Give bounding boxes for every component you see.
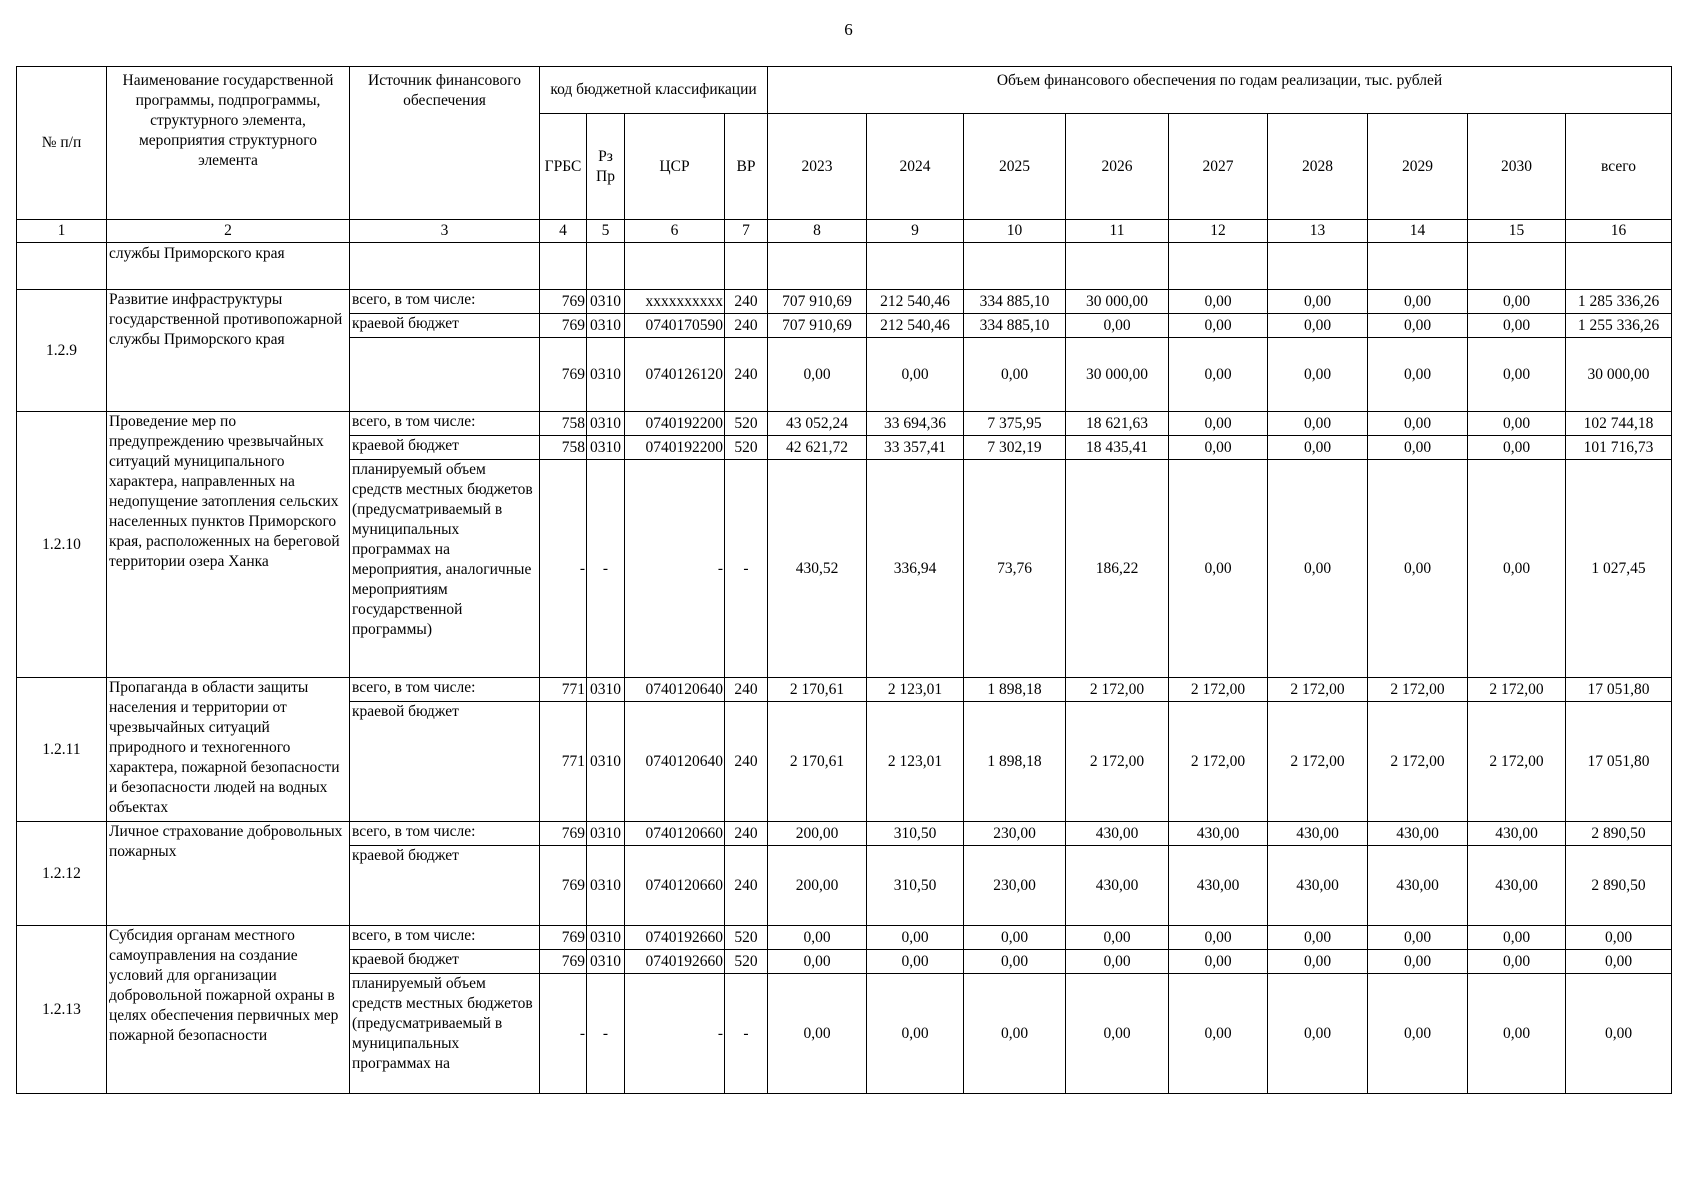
row-vr: 240 <box>725 678 768 702</box>
row-rzpr: 0310 <box>587 950 625 974</box>
row-grbs: 771 <box>540 702 587 822</box>
row-source <box>350 338 540 412</box>
row-value-5: 0,00 <box>1268 338 1368 412</box>
row-value-7: 0,00 <box>1468 974 1566 1094</box>
row-source: краевой бюджет <box>350 436 540 460</box>
row-csr: 0740192660 <box>625 950 725 974</box>
header-colnum-11: 11 <box>1066 220 1169 243</box>
row-value-7: 0,00 <box>1468 926 1566 950</box>
row-value-2: 230,00 <box>964 822 1066 846</box>
table-header <box>17 67 1672 243</box>
header-colnum-9: 9 <box>867 220 964 243</box>
row-vr: 520 <box>725 436 768 460</box>
row-value-6: 2 172,00 <box>1368 678 1468 702</box>
row-vr: 240 <box>725 702 768 822</box>
row-value-2: 1 898,18 <box>964 678 1066 702</box>
row-value-8: 0,00 <box>1566 950 1672 974</box>
header-colnum-2: 2 <box>107 220 350 243</box>
row-value-3: 2 172,00 <box>1066 702 1169 822</box>
row-value-0: 0,00 <box>768 338 867 412</box>
row-csr: 0740120640 <box>625 678 725 702</box>
row-value-7: 0,00 <box>1468 314 1566 338</box>
row-value-8: 0,00 <box>1566 926 1672 950</box>
row-value-6: 2 172,00 <box>1368 702 1468 822</box>
header-colnum-13: 13 <box>1268 220 1368 243</box>
header-colnum-6: 6 <box>625 220 725 243</box>
row-value-4: 0,00 <box>1169 926 1268 950</box>
row-value-6: 430,00 <box>1368 822 1468 846</box>
row-value-4: 0,00 <box>1169 338 1268 412</box>
row-rzpr: 0310 <box>587 338 625 412</box>
row-value-7: 0,00 <box>1468 412 1566 436</box>
row-value-1: 336,94 <box>867 460 964 678</box>
header-colnum-14: 14 <box>1368 220 1468 243</box>
row-value-1: 212 540,46 <box>867 314 964 338</box>
header-sub-3: ВР <box>725 114 768 220</box>
header-sub-4: 2023 <box>768 114 867 220</box>
row-value-6: 0,00 <box>1368 436 1468 460</box>
row-value-7: 430,00 <box>1468 822 1566 846</box>
row-source: всего, в том числе: <box>350 678 540 702</box>
row-csr: - <box>625 460 725 678</box>
header-sub-6: 2025 <box>964 114 1066 220</box>
row-number: 1.2.11 <box>17 678 107 822</box>
header-sub-5: 2024 <box>867 114 964 220</box>
row-value-0: 2 170,61 <box>768 702 867 822</box>
header-sub-11: 2030 <box>1468 114 1566 220</box>
row-value-3: 186,22 <box>1066 460 1169 678</box>
row-value-8: 17 051,80 <box>1566 702 1672 822</box>
table-row <box>17 678 1672 702</box>
row-value-1: 310,50 <box>867 822 964 846</box>
row-value-0: 2 170,61 <box>768 678 867 702</box>
row-value-5: 0,00 <box>1268 950 1368 974</box>
row-grbs: - <box>540 460 587 678</box>
row-number: 1.2.10 <box>17 412 107 678</box>
row-value-3: 430,00 <box>1066 822 1169 846</box>
row-value-1: 2 123,01 <box>867 678 964 702</box>
page-number: 6 <box>844 20 853 39</box>
table-body <box>17 243 1672 1094</box>
continued-name: службы Приморского края <box>107 243 350 290</box>
row-value-8: 1 285 336,26 <box>1566 290 1672 314</box>
row-value-1: 2 123,01 <box>867 702 964 822</box>
row-vr: 520 <box>725 950 768 974</box>
row-csr: 0740126120 <box>625 338 725 412</box>
row-value-0: 0,00 <box>768 974 867 1094</box>
header-num: № п/п <box>17 67 107 220</box>
row-name: Проведение мер по предупреждению чрезвычайных ситуаций муниципального характера, направленных на недопущение затопления сельских населенных пунктов Приморского края, расположенных на береговой территории озера Ханка <box>107 412 350 678</box>
header-colnum-3: 3 <box>350 220 540 243</box>
row-value-2: 0,00 <box>964 950 1066 974</box>
row-value-6: 430,00 <box>1368 846 1468 926</box>
row-value-5: 0,00 <box>1268 436 1368 460</box>
row-number: 1.2.13 <box>17 926 107 1094</box>
row-value-5: 0,00 <box>1268 926 1368 950</box>
header-colnum-7: 7 <box>725 220 768 243</box>
row-value-5: 0,00 <box>1268 290 1368 314</box>
row-value-4: 0,00 <box>1169 436 1268 460</box>
row-value-2: 0,00 <box>964 926 1066 950</box>
row-value-6: 0,00 <box>1368 460 1468 678</box>
row-value-3: 0,00 <box>1066 950 1169 974</box>
row-name: Субсидия органам местного самоуправления на создание условий для организации добровольной пожарной охраны в целях обеспечения первичных мер пожарной безопасности <box>107 926 350 1094</box>
row-value-6: 0,00 <box>1368 974 1468 1094</box>
row-vr: 240 <box>725 338 768 412</box>
header-sub-0: ГРБС <box>540 114 587 220</box>
row-csr: - <box>625 974 725 1094</box>
row-grbs: 758 <box>540 412 587 436</box>
row-value-8: 1 027,45 <box>1566 460 1672 678</box>
row-rzpr: 0310 <box>587 412 625 436</box>
row-value-3: 18 435,41 <box>1066 436 1169 460</box>
row-rzpr: 0310 <box>587 846 625 926</box>
row-source: планируемый объем средств местных бюджетов (предусматриваемый в муниципальных программах на мероприятия, аналогичные мероприятиям государственной программы) <box>350 460 540 678</box>
row-vr: 240 <box>725 846 768 926</box>
row-rzpr: 0310 <box>587 314 625 338</box>
row-grbs: 769 <box>540 314 587 338</box>
table-row <box>17 243 1672 290</box>
row-value-3: 0,00 <box>1066 314 1169 338</box>
row-name: Личное страхование добровольных пожарных <box>107 822 350 926</box>
row-value-4: 2 172,00 <box>1169 678 1268 702</box>
row-value-6: 0,00 <box>1368 412 1468 436</box>
row-name: Развитие инфраструктуры государственной противопожарной службы Приморского края <box>107 290 350 412</box>
row-vr: 520 <box>725 412 768 436</box>
table-row <box>17 926 1672 950</box>
row-source: всего, в том числе: <box>350 822 540 846</box>
row-value-2: 230,00 <box>964 846 1066 926</box>
header-sub-1: Рз Пр <box>587 114 625 220</box>
header-name: Наименование государственной программы, подпрограммы, структурного элемента, мероприятия структурного элемента <box>107 67 350 220</box>
row-value-6: 0,00 <box>1368 290 1468 314</box>
row-value-0: 707 910,69 <box>768 314 867 338</box>
table-row <box>17 412 1672 436</box>
row-value-4: 430,00 <box>1169 822 1268 846</box>
row-rzpr: - <box>587 460 625 678</box>
row-value-0: 200,00 <box>768 822 867 846</box>
table-row <box>17 822 1672 846</box>
row-value-0: 42 621,72 <box>768 436 867 460</box>
header-colnum-10: 10 <box>964 220 1066 243</box>
row-value-7: 0,00 <box>1468 290 1566 314</box>
row-value-5: 0,00 <box>1268 314 1368 338</box>
row-value-3: 0,00 <box>1066 926 1169 950</box>
row-source: всего, в том числе: <box>350 926 540 950</box>
row-rzpr: 0310 <box>587 436 625 460</box>
header-kbk: код бюджетной классификации <box>540 67 768 114</box>
row-grbs: 769 <box>540 950 587 974</box>
row-value-7: 0,00 <box>1468 460 1566 678</box>
row-value-0: 200,00 <box>768 846 867 926</box>
row-value-7: 0,00 <box>1468 436 1566 460</box>
row-value-1: 0,00 <box>867 926 964 950</box>
row-csr: 0740192200 <box>625 436 725 460</box>
row-source: краевой бюджет <box>350 702 540 822</box>
row-value-3: 0,00 <box>1066 974 1169 1094</box>
row-name: Пропаганда в области защиты населения и территории от чрезвычайных ситуаций природного и техногенного характера, пожарной безопасности и безопасности людей на водных объектах <box>107 678 350 822</box>
row-value-1: 310,50 <box>867 846 964 926</box>
header-sub-8: 2027 <box>1169 114 1268 220</box>
row-value-4: 430,00 <box>1169 846 1268 926</box>
row-value-4: 0,00 <box>1169 950 1268 974</box>
row-value-5: 0,00 <box>1268 412 1368 436</box>
row-csr: 0740120640 <box>625 702 725 822</box>
row-value-4: 0,00 <box>1169 412 1268 436</box>
row-vr: - <box>725 974 768 1094</box>
row-value-2: 334 885,10 <box>964 290 1066 314</box>
row-value-3: 18 621,63 <box>1066 412 1169 436</box>
row-source: всего, в том числе: <box>350 290 540 314</box>
row-value-5: 2 172,00 <box>1268 702 1368 822</box>
row-value-1: 33 694,36 <box>867 412 964 436</box>
row-vr: 240 <box>725 314 768 338</box>
row-grbs: 769 <box>540 926 587 950</box>
header-sub-9: 2028 <box>1268 114 1368 220</box>
row-grbs: - <box>540 974 587 1094</box>
row-value-3: 30 000,00 <box>1066 290 1169 314</box>
row-grbs: 758 <box>540 436 587 460</box>
row-csr: хххххххххх <box>625 290 725 314</box>
row-value-7: 0,00 <box>1468 338 1566 412</box>
row-source: всего, в том числе: <box>350 412 540 436</box>
row-vr: 240 <box>725 822 768 846</box>
header-colnum-12: 12 <box>1169 220 1268 243</box>
row-value-4: 0,00 <box>1169 314 1268 338</box>
row-source: планируемый объем средств местных бюджетов (предусматриваемый в муниципальных программах на <box>350 974 540 1094</box>
row-value-8: 30 000,00 <box>1566 338 1672 412</box>
row-source: краевой бюджет <box>350 846 540 926</box>
row-value-6: 0,00 <box>1368 314 1468 338</box>
row-value-8: 2 890,50 <box>1566 822 1672 846</box>
row-value-3: 30 000,00 <box>1066 338 1169 412</box>
header-sub-2: ЦСР <box>625 114 725 220</box>
row-value-7: 430,00 <box>1468 846 1566 926</box>
row-vr: 520 <box>725 926 768 950</box>
row-value-8: 101 716,73 <box>1566 436 1672 460</box>
finance-table <box>16 66 1672 1094</box>
row-value-6: 0,00 <box>1368 950 1468 974</box>
row-value-2: 7 302,19 <box>964 436 1066 460</box>
row-value-4: 0,00 <box>1169 290 1268 314</box>
row-vr: 240 <box>725 290 768 314</box>
header-sub-12: всего <box>1566 114 1672 220</box>
row-vr: - <box>725 460 768 678</box>
row-value-2: 1 898,18 <box>964 702 1066 822</box>
header-colnum-5: 5 <box>587 220 625 243</box>
row-value-4: 0,00 <box>1169 460 1268 678</box>
row-value-2: 0,00 <box>964 338 1066 412</box>
row-value-2: 7 375,95 <box>964 412 1066 436</box>
row-number: 1.2.12 <box>17 822 107 926</box>
row-value-1: 0,00 <box>867 950 964 974</box>
row-value-5: 0,00 <box>1268 974 1368 1094</box>
row-value-1: 33 357,41 <box>867 436 964 460</box>
row-value-5: 430,00 <box>1268 822 1368 846</box>
row-value-2: 73,76 <box>964 460 1066 678</box>
row-rzpr: 0310 <box>587 702 625 822</box>
row-value-5: 0,00 <box>1268 460 1368 678</box>
row-rzpr: - <box>587 974 625 1094</box>
header-colnum-8: 8 <box>768 220 867 243</box>
row-value-7: 2 172,00 <box>1468 702 1566 822</box>
row-value-4: 2 172,00 <box>1169 702 1268 822</box>
row-value-0: 707 910,69 <box>768 290 867 314</box>
row-value-0: 0,00 <box>768 950 867 974</box>
row-value-8: 17 051,80 <box>1566 678 1672 702</box>
row-source: краевой бюджет <box>350 314 540 338</box>
row-rzpr: 0310 <box>587 678 625 702</box>
row-grbs: 771 <box>540 678 587 702</box>
row-grbs: 769 <box>540 822 587 846</box>
header-colnum-1: 1 <box>17 220 107 243</box>
header-colnum-4: 4 <box>540 220 587 243</box>
header-sub-10: 2029 <box>1368 114 1468 220</box>
row-value-3: 430,00 <box>1066 846 1169 926</box>
row-value-0: 43 052,24 <box>768 412 867 436</box>
row-csr: 0740120660 <box>625 846 725 926</box>
row-value-8: 1 255 336,26 <box>1566 314 1672 338</box>
row-csr: 0740170590 <box>625 314 725 338</box>
row-value-3: 2 172,00 <box>1066 678 1169 702</box>
row-rzpr: 0310 <box>587 926 625 950</box>
header-source: Источник финансового обеспечения <box>350 67 540 220</box>
row-value-8: 102 744,18 <box>1566 412 1672 436</box>
row-rzpr: 0310 <box>587 822 625 846</box>
row-value-6: 0,00 <box>1368 926 1468 950</box>
header-colnum-15: 15 <box>1468 220 1566 243</box>
row-value-6: 0,00 <box>1368 338 1468 412</box>
row-value-1: 212 540,46 <box>867 290 964 314</box>
row-number: 1.2.9 <box>17 290 107 412</box>
row-value-0: 0,00 <box>768 926 867 950</box>
row-grbs: 769 <box>540 290 587 314</box>
row-value-7: 2 172,00 <box>1468 678 1566 702</box>
header-colnum-16: 16 <box>1566 220 1672 243</box>
row-value-4: 0,00 <box>1169 974 1268 1094</box>
row-csr: 0740120660 <box>625 822 725 846</box>
row-rzpr: 0310 <box>587 290 625 314</box>
row-grbs: 769 <box>540 338 587 412</box>
row-grbs: 769 <box>540 846 587 926</box>
row-value-8: 0,00 <box>1566 974 1672 1094</box>
row-value-0: 430,52 <box>768 460 867 678</box>
row-value-8: 2 890,50 <box>1566 846 1672 926</box>
row-value-1: 0,00 <box>867 974 964 1094</box>
row-source: краевой бюджет <box>350 950 540 974</box>
row-value-5: 430,00 <box>1268 846 1368 926</box>
row-value-7: 0,00 <box>1468 950 1566 974</box>
row-value-2: 0,00 <box>964 974 1066 1094</box>
header-sub-7: 2026 <box>1066 114 1169 220</box>
row-value-1: 0,00 <box>867 338 964 412</box>
row-value-5: 2 172,00 <box>1268 678 1368 702</box>
row-csr: 0740192660 <box>625 926 725 950</box>
row-value-2: 334 885,10 <box>964 314 1066 338</box>
row-csr: 0740192200 <box>625 412 725 436</box>
table-row <box>17 290 1672 314</box>
header-volume: Объем финансового обеспечения по годам реализации, тыс. рублей <box>768 67 1672 114</box>
